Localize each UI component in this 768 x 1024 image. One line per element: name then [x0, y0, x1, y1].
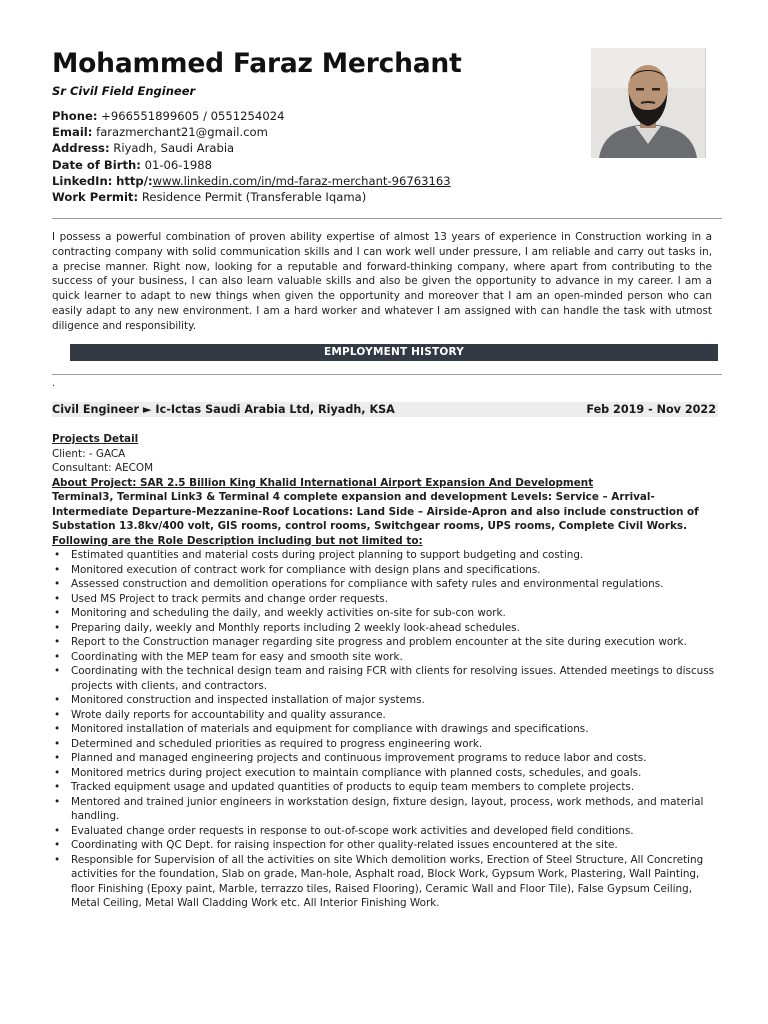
bullet-icon: • — [54, 665, 61, 677]
permit-label: Work Permit: — [52, 190, 139, 205]
duty-item — [52, 635, 718, 650]
duty-item — [52, 766, 718, 781]
duty-item — [52, 563, 718, 578]
employment-history-heading: EMPLOYMENT HISTORY — [70, 344, 718, 361]
bullet-icon: • — [54, 781, 61, 793]
email-row — [52, 124, 451, 140]
duty-item — [52, 693, 718, 708]
job-dates: Feb 2019 - Nov 2022 — [586, 403, 716, 416]
email-value[interactable]: farazmerchant21@gmail.com — [96, 125, 268, 140]
role-description-heading: Following are the Role Description including but not limited to: — [52, 534, 423, 547]
linkedin-link[interactable]: www.linkedin.com/in/md-faraz-merchant-96763163 — [152, 173, 451, 188]
duty-text: Responsible for Supervision of all the activities on site Which demolition works, Erection of Steel Structure, All Concreting activities for the foundation, Slab on grade, Man-hole, Asphalt road, Block Work, Gypsum Work, Plastering, Wall Painting, floor Finishing (Epoxy paint, Marble, terrazzo tiles, Raised Flooring), Ceramic Wall and Floor Tile), False Gypsum Ceiling, Metal Ceiling, Metal Wall Cladding Work etc. All Interior Finishing Work. — [71, 853, 704, 909]
duties-list — [52, 548, 718, 911]
bullet-icon: • — [54, 621, 61, 634]
job-header — [52, 402, 718, 417]
linkedin-label: LinkedIn: — [52, 173, 113, 188]
duty-text: Monitored metrics during project execution to maintain compliance with planned costs, schedules, and goals. — [71, 766, 642, 779]
section-divider — [52, 374, 722, 375]
bullet-icon: • — [54, 607, 61, 619]
duty-item — [52, 664, 718, 693]
duty-text: Coordinating with the technical design team and raising FCR with clients for resolving issues. Attended meetings to discuss projects with clients, and contractors. — [71, 665, 715, 692]
bullet-icon: • — [54, 549, 61, 561]
duty-text: Monitored installation of materials and equipment for compliance with drawings and specifications. — [71, 723, 589, 735]
job-position: Civil Engineer ► Ic-Ictas Saudi Arabia Ltd, Riyadh, KSA — [52, 403, 395, 416]
address-row — [52, 140, 451, 156]
contact-block — [52, 108, 451, 205]
permit-row — [52, 189, 451, 205]
duty-item — [52, 592, 718, 607]
profile-photo-graphic — [591, 48, 705, 158]
bullet-icon: • — [54, 578, 61, 590]
job-details — [52, 432, 718, 911]
dob-row — [52, 157, 451, 173]
duty-text: Determined and scheduled priorities as required to progress engineering work. — [71, 737, 483, 750]
address-value: Riyadh, Saudi Arabia — [113, 141, 235, 156]
bullet-icon: • — [54, 708, 61, 721]
duty-text: Tracked equipment usage and updated quantities of products to equip team members to complete projects. — [71, 781, 635, 793]
phone-value: +966551899605 / 0551254024 — [101, 109, 285, 123]
linkedin-prefix: http/: — [116, 173, 153, 188]
duty-text: Planned and managed engineering projects and continuous improvement programs to reduce labor and costs. — [71, 752, 647, 764]
permit-value: Residence Permit (Transferable Iqama) — [141, 190, 367, 205]
professional-summary: I possess a powerful combination of proven ability expertise of almost 13 years of experience in Construction working in a contracting company with solid communication skills and I can work well under pressure, I am reliable and carry out tasks in, a precise manner. Right now, looking for a reputable and forward-thinking company, where apart from contributing to the success of your business, I can also learn valuable skills and also be given the opportunity to advance in my career. I am a quick learner to adapt to new things when given the opportunity and moreover that I am an open-minded person who can easily adapt to any new environment. I am a hard worker and whatever I am assigned with can handle the task with utmost diligence and responsibility. — [52, 231, 712, 332]
consultant-line: Consultant: AECOM — [52, 462, 154, 474]
dob-label: Date of Birth: — [52, 157, 141, 172]
bullet-icon: • — [54, 636, 61, 648]
duty-text: Used MS Project to track permits and change order requests. — [71, 592, 388, 605]
linkedin-row — [52, 173, 451, 189]
phone-label: Phone: — [52, 109, 98, 123]
client-line: Client: - GACA — [52, 447, 126, 460]
duty-text: Monitored construction and inspected installation of major systems. — [71, 694, 425, 706]
bullet-icon: • — [54, 592, 61, 605]
duty-text: Monitoring and scheduling the daily, and weekly activities on-site for sub-con work. — [71, 607, 506, 619]
duty-item — [52, 751, 718, 766]
duty-item — [52, 708, 718, 723]
bullet-icon: • — [54, 839, 61, 851]
bullet-icon: • — [54, 752, 61, 764]
profile-photo — [591, 48, 706, 158]
bullet-icon: • — [54, 795, 61, 808]
duty-item — [52, 853, 718, 911]
duty-text: Coordinating with QC Dept. for raising inspection for other quality-related issues encountered at the site. — [71, 839, 618, 851]
email-label: Email: — [52, 125, 93, 140]
duty-item — [52, 824, 718, 839]
candidate-name: Mohammed Faraz Merchant — [52, 48, 462, 79]
bullet-icon: • — [54, 737, 61, 750]
bullet-icon: • — [54, 723, 61, 735]
dob-value: 01-06-1988 — [144, 157, 212, 172]
duty-text: Estimated quantities and material costs during project planning to support budgeting and costing. — [71, 549, 584, 561]
duty-text: Coordinating with the MEP team for easy and smooth site work. — [71, 650, 403, 663]
stray-dot: . — [52, 378, 56, 389]
duty-item — [52, 548, 718, 563]
header-divider — [52, 218, 722, 219]
phone-row — [52, 108, 451, 124]
address-label: Address: — [52, 141, 110, 156]
duty-text: Assessed construction and demolition operations for compliance with safety rules and environmental regulations. — [71, 578, 664, 590]
duty-text: Report to the Construction manager regarding site progress and problem encounter at the site during execution work. — [71, 636, 687, 648]
duty-item — [52, 780, 718, 795]
job-title: Sr Civil Field Engineer — [52, 84, 196, 98]
duty-item — [52, 722, 718, 737]
bullet-icon: • — [54, 650, 61, 663]
bullet-icon: • — [54, 563, 61, 576]
about-project-line: About Project: SAR 2.5 Billion King Khalid International Airport Expansion And Development — [52, 476, 594, 489]
duty-text: Wrote daily reports for accountability and quality assurance. — [71, 708, 386, 721]
duty-item — [52, 621, 718, 636]
duty-item — [52, 650, 718, 665]
bullet-icon: • — [54, 694, 61, 706]
project-scope: Terminal3, Terminal Link3 & Terminal 4 complete expansion and development Levels: Service – Arrival- Intermediate Departure-Mezzanine-Roof Locations: Land Side – Airside-Apron and also include construction of Substation 13.8kv/400 volt, GIS rooms, control rooms, Switchgear rooms, UPS rooms, Complete Civil Works. — [52, 491, 699, 532]
bullet-icon: • — [54, 853, 61, 866]
duty-text: Evaluated change order requests in response to out-of-scope work activities and developed field conditions. — [71, 824, 634, 837]
duty-item — [52, 737, 718, 752]
bullet-icon: • — [54, 824, 61, 837]
duty-item — [52, 838, 718, 853]
duty-text: Monitored execution of contract work for compliance with design plans and specifications. — [71, 563, 541, 576]
duty-item — [52, 606, 718, 621]
duty-text: Preparing daily, weekly and Monthly reports including 2 weekly look-ahead schedules. — [71, 621, 520, 634]
duty-item — [52, 795, 718, 824]
duty-text: Mentored and trained junior engineers in workstation design, fixture design, layout, process, work methods, and material handling. — [71, 795, 704, 822]
bullet-icon: • — [54, 766, 61, 779]
projects-detail-heading: Projects Detail — [52, 433, 139, 445]
duty-item — [52, 577, 718, 592]
